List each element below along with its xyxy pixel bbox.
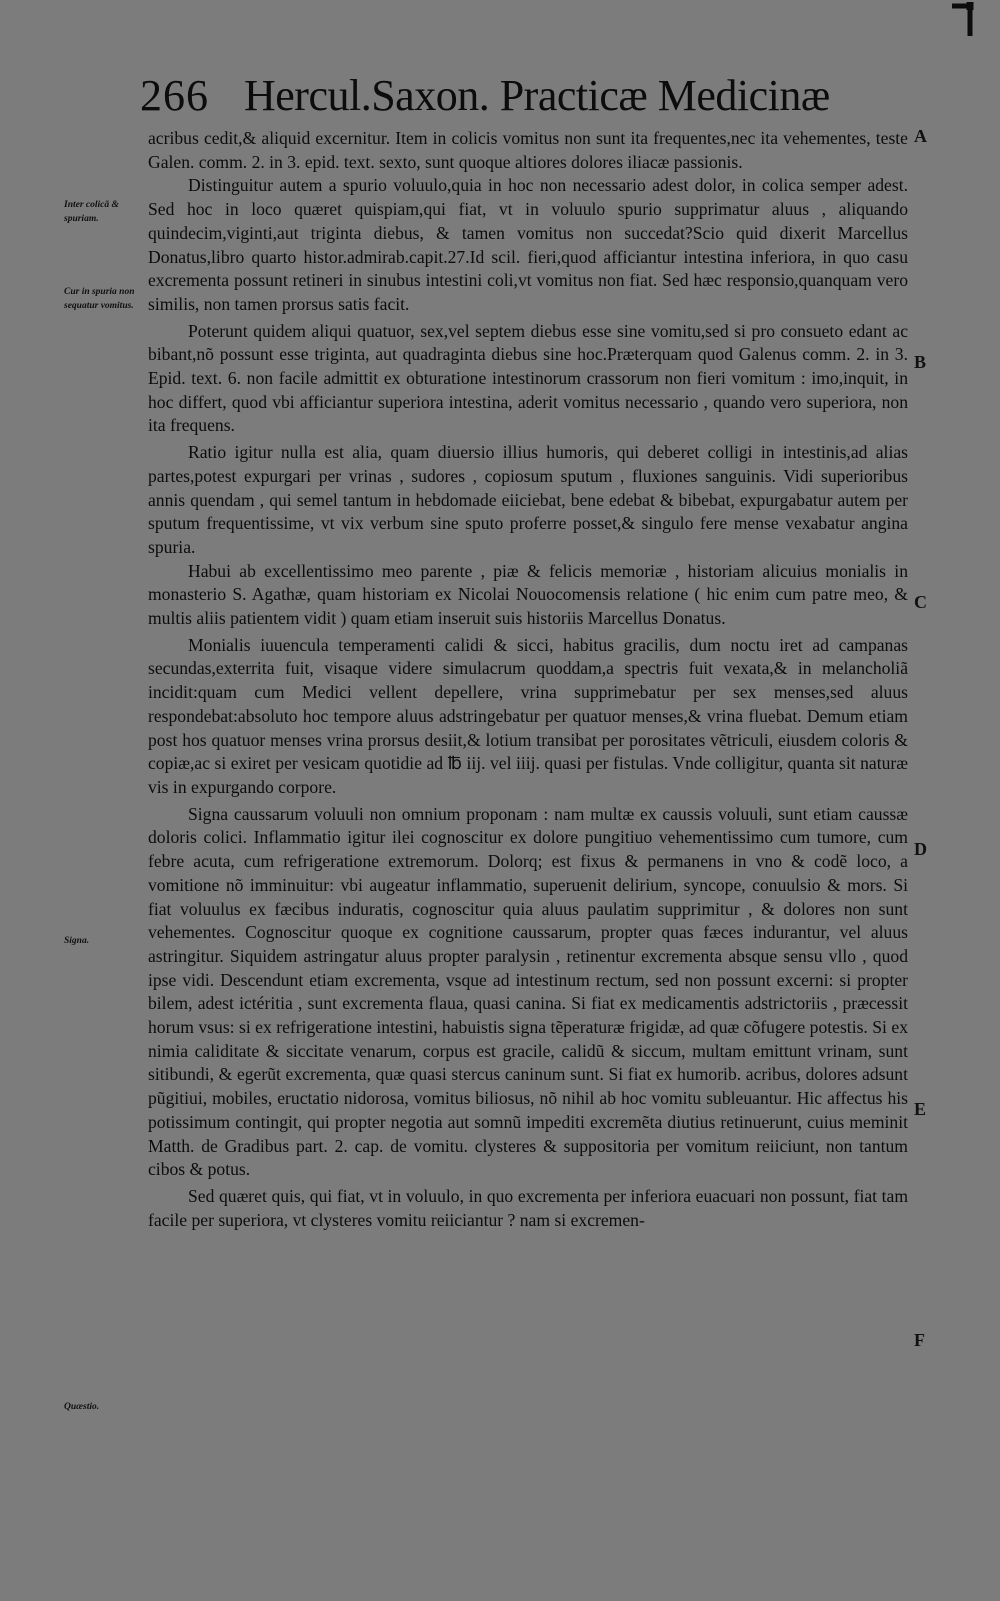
section-marker-a: A — [914, 126, 927, 146]
corner-bracket-mark — [950, 0, 974, 38]
section-marker-c: C — [914, 592, 927, 612]
paragraph-continuation: acribus cedit,& aliquid excernitur. Item in colicis vomitus non sunt ita frequentes,nec ita vehementes, teste Galen. comm. 2. in 3. epid. text. sexto, sunt quoque altiores dolores iliacæ passionis. — [148, 128, 908, 172]
paragraph-signa: Signa caussarum voluuli non omnium proponam : nam multæ ex caussis voluuli, sunt etiam caussæ doloris colici. Inflammatio igitur ilei cognoscitur ex dolore pungitiuo vehementissimo cum tumore, cum febre acuta, cum refrigeratione extremorum. Dolorq; est fixus & permanens in vno & codẽ loco, a vomitione nõ imminuitur: vbi augeatur inflammatio, superuenit delirium, syncope, conuulsio & mors. Si fiat voluulus ex fæcibus induratis, cognoscitur quia aluus paulatim supprimitur , & dolores non sunt vehementes. Cognoscitur quoque ex cognitione caussarum, propter quas fæces indurantur, vel aluus astringitur. Siquidem astringatur aluus propter paralysin , retinentur excrementa absque sensu vllo , quod ipse vidi. Descendunt etiam excrementa, vsque ad intestinum rectum, sed non possunt excerni: si propter bilem, adest ictéritia , sunt excrementa flaua, quasi canina. Si fiat ex medicamentis adstrictoriis , præcessit horum vsus: si ex refrigeratione intestini, habuistis signa tẽperaturæ frigidæ, ad quæ cõfugere potestis. Si ex nimia caliditate & siccitate venarum, corpus est gracile, calidũ & siccum, multam emittunt vrinam, sunt sitibundi, & egerũt excrementa, quæ quasi stercus caninum sunt. Si fiat ex humorib. acribus, dolores adsunt pũgitiui, mobiles, eructatio nidorosa, vomitus biliosus, nõ nihil ab hoc vomitu subleuantur. Hic affectus his potissimum contingit, qui propter negotia aut somnũ impediti excremẽta diutius retinuerunt, cuius meminit Matth. de Gradibus part. 2. cap. de vomitu. clysteres & suppositoria per vomitum reiiciunt, non tantum cibos & potus. — [148, 803, 908, 1180]
paragraph-ratio: Ratio igitur nulla est alia, quam diuersio illius humoris, qui deberet colligi in intestinis,ad alias partes,potest expurgari per vrinas , sudores , copiosum sputum , fluxiones sanguinis. Vidi superioribus annis quendam , qui semel tantum in hebdomade eiiciebat, bene edebat & bibebat, expurgabatur autem per sputum frequentissime, vt vix verbum sine sputo proferre posset,& singulo fere mense vexabatur angina spuria. — [148, 442, 908, 557]
margin-note-inter-colicam: Inter colicã & spuriam. — [64, 200, 119, 224]
margin-note-signa: Signa. — [64, 936, 90, 946]
section-marker-b: B — [914, 352, 927, 372]
margin-note-quaestio: Quæstio. — [64, 1402, 100, 1412]
page-number: 266 — [140, 71, 209, 120]
paragraph-habui: Habui ab excellentissimo meo parente , piæ & felicis memoriæ , historiam alicuius monialis in monasterio S. Agathæ, quam historiam ex Nicolai Nouocomensis relatione ( hic enim cum patre meo, & multis aliis patientem vidit ) quam etiam inseruit suis historiis Marcellus Donatus. — [148, 560, 908, 629]
section-marker-e: E — [914, 1099, 927, 1119]
page-header — [140, 68, 960, 124]
paragraph-monialis: Monialis iuuencula temperamenti calidi & sicci, habitus gracilis, dum noctu iret ad campanas secundas,exterrita fuit, visaque videre simulacrum quoddam,a spectris fuit vexata,& in melancholiã incidit:quam cum Medici vellent depellere, vrina supprimebatur per sex menses,sed aluus respondebat:absoluto hoc tempore aluus adstringebatur per quatuor menses,& vrina fluebat. Demum etiam post hos quatuor menses vrina prorsus desiit,& lotium transibat per porositates vẽtriculi, eiusdem coloris & copiæ,ac si exiret per vesicam quotidie ad ℔ iij. vel iiij. quasi per fistulas. Vnde colligitur, quanta sit naturæ vis in expurgando corpore. — [148, 634, 908, 797]
paragraph-quaestio: Sed quæret quis, qui fiat, vt in voluulo, in quo excrementa per inferiora euacuari non possunt, fiat tam facile per superiora, vt clysteres vomitu reiiciantur ? nam si excremen- — [148, 1185, 908, 1230]
paragraph-poterunt: Poterunt quidem aliqui quatuor, sex,vel septem diebus esse sine vomitu,sed si pro consueto edant ac bibant,nõ possunt esse triginta, aut quadraginta diebus sine hoc.Prӕterquam quod Galenus comm. 2. in 3. Epid. text. 6. non facile admittit ex obturatione intestinorum crassorum non fieri vomitum : imo,inquit, in hoc differt, quod vbi afficiantur superiora intestina, aderit vomitus necessario , quando vero superiora, non ita frequens. — [148, 320, 908, 436]
running-title: Hercul.Saxon. Practicæ Medicinæ — [244, 71, 830, 120]
paragraph-distinguitur: Distinguitur autem a spurio voluulo,quia in hoc non necessario adest dolor, in colica semper adest. Sed hoc in loco quæret quispiam,qui fiat, vt in voluulo spurio supprimatur aluus , aliquando quindecim,viginti,aut triginta diebus, & tamen vomitus non succedat?Scio quid dixerit Marcellus Donatus,libro quarto histor.admirab.capit.27.Id scil. fieri,quod afficiantur intestina inferiora, in quo casu excrementa possunt retineri in sinubus intestini coli,vt vomitus non fiat. Sed hæc responsio,quanquam vero similis, non tamen prorsus satis facit. — [148, 175, 908, 314]
section-marker-f: F — [914, 1330, 925, 1350]
section-marker-d: D — [914, 839, 927, 859]
main-text — [148, 127, 908, 1232]
margin-note-cur-in-spuria: Cur in spuria non sequatur vomitus. — [64, 287, 135, 311]
